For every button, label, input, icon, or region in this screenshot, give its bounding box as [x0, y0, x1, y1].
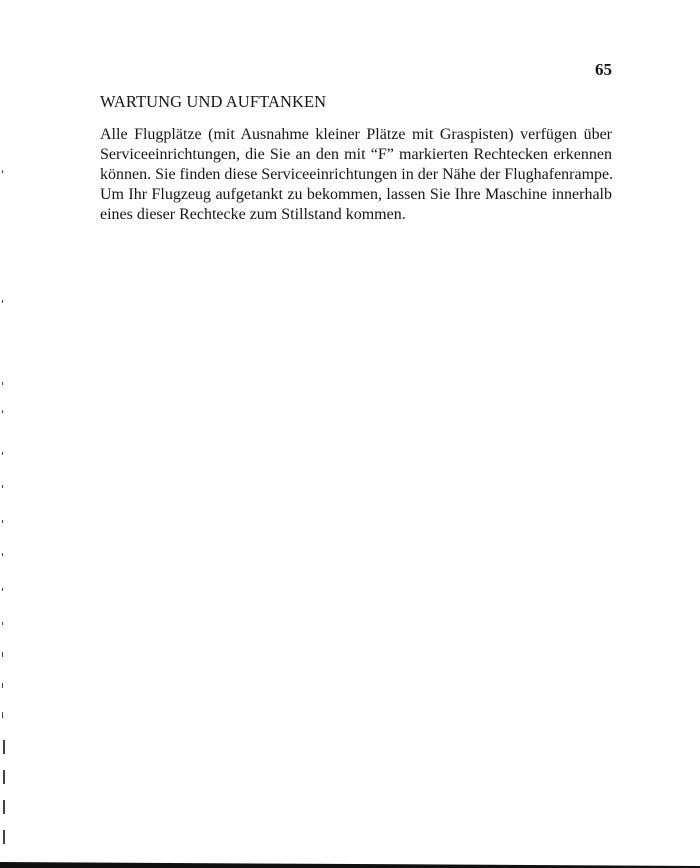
body-paragraph	[100, 125, 612, 225]
section-heading: WARTUNG UND AUFTANKEN	[100, 92, 327, 111]
scan-bottom-edge	[0, 862, 700, 868]
paragraph-line: eines dieser Rechtecke zum Stillstand kommen.	[100, 206, 406, 223]
paragraph-line: können. Sie finden diese Serviceeinrichtungen in der Nähe der Flughafenrampe.	[100, 166, 614, 183]
page-number: 65	[595, 60, 612, 79]
paragraph-line: Serviceeinrichtungen, die Sie an den mit “F” markierten Rechtecken erkennen	[100, 146, 612, 163]
paragraph-line: Alle Flugplätze (mit Ausnahme kleiner Plätze mit Graspisten) verfügen über	[100, 126, 612, 143]
scan-margin-marks	[0, 0, 12, 868]
paragraph-line: Um Ihr Flugzeug aufgetankt zu bekommen, lassen Sie Ihre Maschine innerhalb	[100, 186, 612, 203]
